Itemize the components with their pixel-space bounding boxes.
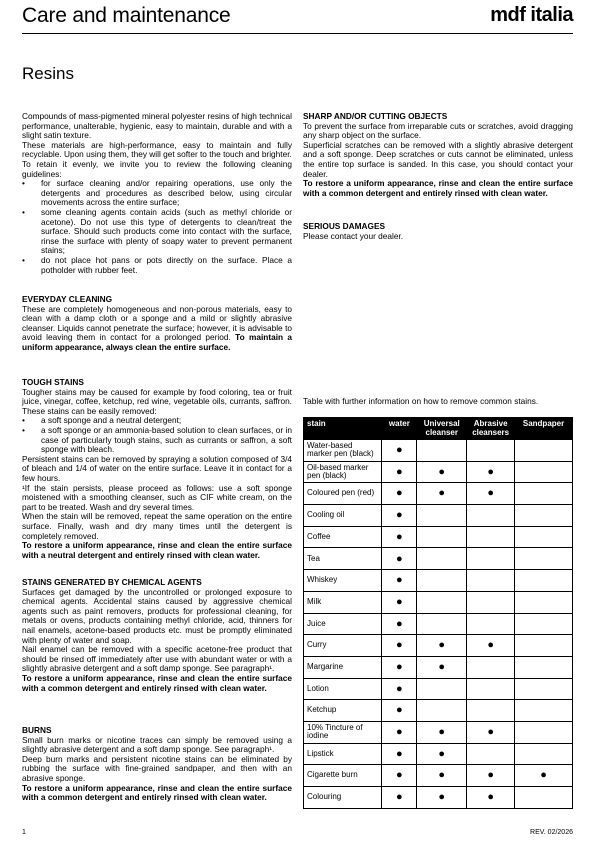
dot-mark-icon: ● xyxy=(396,791,403,804)
dot-mark-icon: ● xyxy=(396,574,403,587)
section-heading: EVERYDAY CLEANING xyxy=(22,294,113,304)
mark-cell xyxy=(382,505,417,527)
dot-mark-icon: ● xyxy=(487,639,494,652)
dot-mark-icon: ● xyxy=(396,444,403,457)
mark-cell xyxy=(382,548,417,570)
dot-mark-icon: ● xyxy=(396,682,403,695)
mark-cell xyxy=(467,635,515,657)
dot-mark-icon: ● xyxy=(396,530,403,543)
stain-name-cell: Tea xyxy=(304,548,382,570)
stain-name-cell: Juice xyxy=(304,613,382,635)
mark-cell xyxy=(467,678,515,700)
dot-mark-icon: ● xyxy=(396,726,403,739)
mark-cell xyxy=(417,613,467,635)
stain-name-cell: 10% Tincture of iodine xyxy=(304,721,382,743)
table-caption: Table with further information on how to remove common stains. xyxy=(303,396,539,406)
section-text: When the stain will be removed, repeat the same operation on the entire surface. Finally, wash and dry many times until the detergent is completely removed. xyxy=(22,511,292,541)
sharp-objects-section xyxy=(303,112,573,198)
column-header: Abrasive cleansers xyxy=(467,418,515,440)
dot-mark-icon: ● xyxy=(396,509,403,522)
mark-cell xyxy=(382,700,417,722)
dot-mark-icon: ● xyxy=(438,747,446,760)
mark-cell xyxy=(467,613,515,635)
mark-cell xyxy=(417,526,467,548)
document-title: Care and maintenance xyxy=(22,4,231,27)
section-text: Tougher stains may be caused for example by food coloring, tea or fruit juice, vinegar, coffee, ketchup, red wine, vegetable oils, currants, saffron. These stains can be easily removed: xyxy=(22,386,292,416)
dot-mark-icon: ● xyxy=(396,487,403,500)
table-row xyxy=(304,483,573,505)
dot-mark-icon: ● xyxy=(396,747,403,760)
dot-mark-icon: ● xyxy=(487,726,494,739)
mark-cell xyxy=(417,440,467,462)
section-heading: STAINS GENERATED BY CHEMICAL AGENTS xyxy=(22,577,202,587)
section-text: Persistent stains can be removed by spraying a solution composed of 3/4 of bleach and 1/4 of water on the entire surface. Leave it in contact for a few hours. xyxy=(22,453,292,483)
mark-cell xyxy=(417,678,467,700)
mark-cell xyxy=(417,721,467,743)
mark-cell xyxy=(382,656,417,678)
mark-cell xyxy=(417,548,467,570)
section-text: Deep burn marks and persistent nicotine stains can be eliminated by rubbing the surface with fine-grained sandpaper, and then with an abrasive sponge. xyxy=(22,753,292,783)
page-subtitle: Resins xyxy=(22,64,74,83)
table-row xyxy=(304,787,573,809)
stain-name-cell: Colouring xyxy=(304,787,382,809)
column-header: water xyxy=(382,418,417,440)
mark-cell xyxy=(417,461,467,483)
brand-logo: mdf italia xyxy=(490,4,573,26)
mark-cell xyxy=(515,483,573,505)
dot-mark-icon: ● xyxy=(438,791,446,804)
section-text: Surfaces get damaged by the uncontrolled or prolonged exposure to chemical agents. Accidental stains caused by aggressive chemical agents such as paint removers, products for professional cleaning, for metals or ovens, products containing methyl chloride, acid, thinners for nail enamels, acetone-based products etc. must be promptly eliminated with plenty of water and soap. xyxy=(22,586,292,645)
mark-cell xyxy=(515,635,573,657)
dot-mark-icon: ● xyxy=(396,639,403,652)
mark-cell xyxy=(417,570,467,592)
mark-cell xyxy=(382,483,417,505)
restore-note: To restore a uniform appearance, rinse and clean the entire surface with a common detergent and entirely rinsed with clean water. xyxy=(22,672,292,693)
mark-cell xyxy=(515,678,573,700)
dot-mark-icon: ● xyxy=(396,617,403,630)
dot-mark-icon: ● xyxy=(396,465,403,478)
tough-stains-section xyxy=(22,378,292,560)
mark-cell xyxy=(515,700,573,722)
section-heading: SHARP AND/OR CUTTING OBJECTS xyxy=(303,111,448,121)
table-row xyxy=(304,613,573,635)
stain-name-cell: Coffee xyxy=(304,526,382,548)
table-row xyxy=(304,505,573,527)
mark-cell xyxy=(467,765,515,787)
everyday-section xyxy=(22,295,292,353)
mark-cell xyxy=(417,505,467,527)
mark-cell xyxy=(515,548,573,570)
mark-cell xyxy=(417,483,467,505)
mark-cell xyxy=(515,591,573,613)
dot-mark-icon: ● xyxy=(438,487,446,500)
column-header: Sandpaper xyxy=(515,418,573,440)
mark-cell xyxy=(515,613,573,635)
stain-name-cell: Coloured pen (red) xyxy=(304,483,382,505)
mark-cell xyxy=(467,548,515,570)
mark-cell xyxy=(515,743,573,765)
table-row xyxy=(304,461,573,483)
mark-cell xyxy=(417,656,467,678)
dot-mark-icon: ● xyxy=(438,726,446,739)
table-row xyxy=(304,526,573,548)
intro-paragraph: These materials are high-performance, easy to maintain and fully recyclable. Upon using them, they will get softer to the touch and brighter. xyxy=(22,139,292,160)
table-row xyxy=(304,570,573,592)
table-row xyxy=(304,548,573,570)
stain-name-cell: Water-based marker pen (black) xyxy=(304,440,382,462)
dot-mark-icon: ● xyxy=(487,465,494,478)
mark-cell xyxy=(382,721,417,743)
table-row xyxy=(304,743,573,765)
table-header-row xyxy=(304,418,573,440)
dot-mark-icon: ● xyxy=(396,704,403,717)
mark-cell xyxy=(467,440,515,462)
list-item: • a soft sponge or an ammonia-based solution to clean surfaces, or in case of particularly tough stains, such as currants or saffron, a soft sponge with bleach. xyxy=(22,424,292,455)
table-row xyxy=(304,700,573,722)
intro-paragraph: Compounds of mass-pigmented mineral polyester resins of high technical performance, unalterable, hygienic, easy to maintain, durable and with a slight satin texture. xyxy=(22,111,292,141)
stain-name-cell: Curry xyxy=(304,635,382,657)
table-row xyxy=(304,721,573,743)
mark-cell xyxy=(467,743,515,765)
restore-note: To restore a uniform appearance, rinse and clean the entire surface with a neutral detergent and entirely rinsed with clean water. xyxy=(22,540,292,560)
mark-cell xyxy=(417,787,467,809)
mark-cell xyxy=(382,787,417,809)
guideline-item: • for surface cleaning and/or repairing operations, use only the detergents and procedures as described below, using circular movements across the entire surface; xyxy=(22,178,292,208)
mark-cell xyxy=(515,526,573,548)
dot-mark-icon: ● xyxy=(438,639,446,652)
stain-name-cell: Milk xyxy=(304,591,382,613)
page-number: 1 xyxy=(22,829,26,836)
dot-mark-icon: ● xyxy=(487,791,494,804)
mark-cell xyxy=(515,570,573,592)
revision-label: REV. 02/2026 xyxy=(530,829,573,836)
dot-mark-icon: ● xyxy=(487,769,494,782)
intro-paragraph: To retain it evenly, we invite you to review the following cleaning guidelines: xyxy=(22,158,292,179)
section-text: These are completely homogeneous and non-porous materials, easy to clean with a damp cloth or a sponge and a mild or slightly abrasive cleanser. Liquids cannot penetrate the surface; however, it is advisable to avoid leaving them in contact for a prolonged period. To maintain a uniform appearance, always clean the entire surface. xyxy=(22,303,292,352)
stain-table xyxy=(303,417,573,809)
mark-cell xyxy=(467,505,515,527)
table-row xyxy=(304,656,573,678)
dot-mark-icon: ● xyxy=(438,465,446,478)
dot-mark-icon: ● xyxy=(396,769,403,782)
mark-cell xyxy=(382,613,417,635)
mark-cell xyxy=(467,721,515,743)
stain-name-cell: Ketchup xyxy=(304,700,382,722)
left-column xyxy=(22,112,292,275)
table-row xyxy=(304,765,573,787)
mark-cell xyxy=(467,526,515,548)
mark-cell xyxy=(515,461,573,483)
mark-cell xyxy=(417,635,467,657)
guideline-item: • do not place hot pans or pots directly on the surface. Place a potholder with rubber feet. xyxy=(22,254,292,275)
chemical-section xyxy=(22,578,292,693)
mark-cell xyxy=(467,700,515,722)
stain-name-cell: Whiskey xyxy=(304,570,382,592)
mark-cell xyxy=(515,505,573,527)
mark-cell xyxy=(467,570,515,592)
stain-name-cell: Margarine xyxy=(304,656,382,678)
table-row xyxy=(304,635,573,657)
mark-cell xyxy=(467,787,515,809)
column-header: Universal cleanser xyxy=(417,418,467,440)
section-heading: BURNS xyxy=(22,725,52,735)
mark-cell xyxy=(382,765,417,787)
mark-cell xyxy=(515,765,573,787)
mark-cell xyxy=(467,656,515,678)
dot-mark-icon: ● xyxy=(487,487,494,500)
section-text: Small burn marks or nicotine traces can simply be removed using a slightly abrasive detergent and a soft damp sponge. See paragraph¹. xyxy=(22,734,292,755)
table-row xyxy=(304,678,573,700)
mark-cell xyxy=(467,483,515,505)
mark-cell xyxy=(382,461,417,483)
footnote-text: ¹If the stain persists, please proceed as follows: use a soft sponge moistened with a smoothing cleanser, such as CIF white cream, on the part to be treated. Wash and dry several times. xyxy=(22,482,292,512)
mark-cell xyxy=(515,440,573,462)
restore-note: To restore a uniform appearance, rinse and clean the entire surface with a common detergent and entirely rinsed with clean water. xyxy=(303,178,573,198)
stain-name-cell: Cigarette burn xyxy=(304,765,382,787)
mark-cell xyxy=(515,721,573,743)
mark-cell xyxy=(417,700,467,722)
table-row xyxy=(304,440,573,462)
dot-mark-icon: ● xyxy=(438,769,446,782)
section-text: Nail enamel can be removed with a specific acetone-free product that should be rinsed off immediately after use with abundant water or with a slightly abrasive detergent and a soft damp sponge. See paragraph¹. xyxy=(22,644,292,674)
section-text: Please contact your dealer. xyxy=(303,230,404,241)
section-text: To prevent the surface from irreparable cuts or scratches, avoid dragging any sharp object on the surface. xyxy=(303,120,573,141)
section-text: Superficial scratches can be removed with a slightly abrasive detergent and a soft sponge. Deep scratches or cuts cannot be eliminated, unless the entire top surface is sanded. In this case, you should contact your dealer. xyxy=(303,139,573,179)
mark-cell xyxy=(467,591,515,613)
mark-cell xyxy=(417,591,467,613)
mark-cell xyxy=(515,656,573,678)
mark-cell xyxy=(382,591,417,613)
stain-name-cell: Lotion xyxy=(304,678,382,700)
mark-cell xyxy=(382,440,417,462)
mark-cell xyxy=(467,461,515,483)
serious-damages-section xyxy=(303,222,573,241)
mark-cell xyxy=(515,787,573,809)
dot-mark-icon: ● xyxy=(438,660,446,673)
stain-name-cell: Cooling oil xyxy=(304,505,382,527)
section-heading: SERIOUS DAMAGES xyxy=(303,221,386,231)
mark-cell xyxy=(382,678,417,700)
dot-mark-icon: ● xyxy=(396,660,403,673)
mark-cell xyxy=(417,765,467,787)
mark-cell xyxy=(382,570,417,592)
column-header: stain xyxy=(304,418,382,440)
section-heading: TOUGH STAINS xyxy=(22,377,84,387)
mark-cell xyxy=(382,635,417,657)
burns-section xyxy=(22,726,292,803)
stain-name-cell: Oil-based marker pen (black) xyxy=(304,461,382,483)
table-row xyxy=(304,591,573,613)
mark-cell xyxy=(382,526,417,548)
dot-mark-icon: ● xyxy=(396,552,403,565)
stain-name-cell: Lipstick xyxy=(304,743,382,765)
guideline-item: • some cleaning agents contain acids (such as methyl chloride or acetone). Do not use this type of detergents to clean/treat the surface. Should such products come into contact with the surface, rinse the surface with plenty of soapy water to prevent permanent stains; xyxy=(22,206,292,256)
dot-mark-icon: ● xyxy=(396,595,403,608)
dot-mark-icon: ● xyxy=(540,769,547,782)
list-item: • a soft sponge and a neutral detergent; xyxy=(22,415,182,426)
mark-cell xyxy=(382,743,417,765)
header-divider xyxy=(22,33,573,34)
restore-note: To restore a uniform appearance, rinse and clean the entire surface with a common detergent and entirely rinsed with clean water. xyxy=(22,782,292,803)
mark-cell xyxy=(417,743,467,765)
